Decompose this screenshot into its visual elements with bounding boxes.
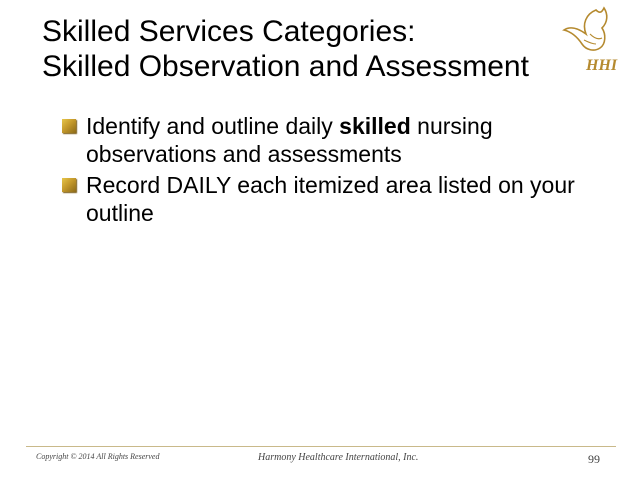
title-line-2: Skilled Observation and Assessment — [42, 50, 529, 83]
bullet-text-2: Record DAILY each itemized area listed on your outline — [86, 172, 575, 226]
square-bullet-icon — [62, 178, 76, 192]
slide-title — [42, 14, 582, 84]
dove-icon — [556, 4, 626, 76]
title-line-1: Skilled Services Categories: — [42, 15, 416, 48]
page-number: 99 — [588, 452, 600, 466]
square-bullet-icon — [62, 119, 76, 133]
bullet-emphasis: skilled — [339, 113, 411, 139]
footer-company: Harmony Healthcare International, Inc. — [258, 452, 419, 463]
bullet-item-1 — [62, 112, 602, 168]
footer-divider — [26, 446, 616, 447]
hhi-logo — [556, 4, 626, 76]
bullet-text-1: Identify and outline daily skilled nursing observations and assessments — [86, 113, 493, 167]
bullet-list — [62, 112, 602, 230]
logo-text: HHI — [586, 57, 618, 74]
bullet-item-2 — [62, 171, 602, 227]
footer-copyright: Copyright © 2014 All Rights Reserved — [36, 452, 160, 461]
